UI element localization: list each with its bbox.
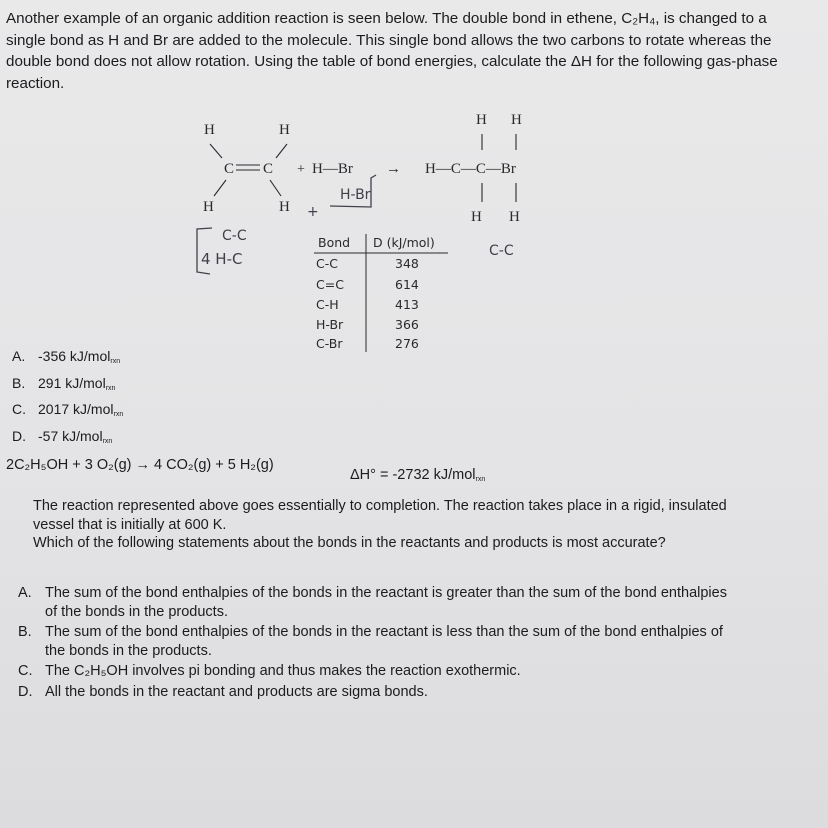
product-chain: H—C—C—Br: [425, 161, 516, 177]
question2-choices: [18, 584, 727, 703]
bond-energy-table: [316, 235, 435, 351]
table-row-bond: C-Br: [316, 336, 343, 351]
question2-text: [33, 497, 823, 553]
delta-h-value: ΔH° = -2732 kJ/mol$_{rxn}$: [350, 467, 486, 483]
ethene-c-right: C: [263, 161, 274, 177]
reaction-diagram: [0, 0, 828, 360]
question2-line-2: vessel that is initially at 600 K.: [33, 516, 227, 533]
product-h-top-right: H: [511, 112, 522, 128]
ethene-c-left: C: [224, 161, 235, 177]
table-rules: [314, 234, 448, 352]
table-row-energy: 348: [395, 256, 419, 271]
intro-line-3: double bond does not allow rotation. Using the table of bond energies, calculate the ΔH for the following gas-phase: [6, 53, 778, 70]
question1-choices: [12, 346, 123, 452]
combustion-equation: 2C₂H₅OH + 3 O₂(g) → 4 CO₂(g) + 5 H₂(g): [6, 457, 274, 473]
table-header-energy: D (kJ/mol): [373, 235, 435, 250]
choice-c[interactable]: C. 2017 kJ/mol$_{rxn}$: [12, 401, 124, 418]
handwritten-cc: C-C: [222, 228, 247, 244]
table-row-bond: C=C: [316, 277, 344, 292]
handwritten-hbr: H-Br: [340, 187, 371, 203]
handwritten-hc: 4 H-C: [201, 250, 243, 268]
handwritten-product-cc: C-C: [489, 243, 514, 259]
q2-choice-b[interactable]: B. The sum of the bond enthalpies of the bonds in the reactant is less than the sum of the bond enthalpies of the bonds in the products.: [18, 624, 723, 659]
choice-a[interactable]: A. -356 kJ/mol$_{rxn}$: [12, 348, 121, 365]
intro-line-4: reaction.: [6, 74, 65, 92]
intro-line-1: Another example of an organic addition reaction is seen below. The double bond in ethene, C₂H₄, is changed to a: [6, 10, 767, 27]
question2-line-3: Which of the following statements about the bonds in the reactants and products is most accurate?: [33, 535, 666, 551]
table-header-bond: Bond: [318, 235, 351, 250]
choice-d[interactable]: D. -57 kJ/mol$_{rxn}$: [12, 427, 113, 445]
ethene-h-bottom-right: H: [279, 199, 290, 215]
ethene-h-top-left: H: [204, 122, 215, 138]
intro-line-2: single bond as H and Br are added to the molecule. This single bond allows the two carbons to rotate whereas the: [6, 31, 772, 49]
question2-line-1: The reaction represented above goes essentially to completion. The reaction takes place in a rigid, insulated: [33, 498, 727, 514]
product-h-bottom-right: H: [509, 209, 520, 225]
table-row-energy: 614: [395, 277, 419, 292]
product-h-bottom-left: H: [471, 209, 482, 225]
table-row-bond: C-H: [316, 297, 339, 312]
hbr-reactant: H—Br: [312, 161, 353, 177]
ethene-h-top-right: H: [279, 122, 290, 138]
table-row-energy: 276: [395, 336, 419, 351]
handwritten-notes: [201, 187, 514, 268]
reaction-arrow: →: [386, 161, 401, 177]
product-h-top-left: H: [476, 112, 487, 128]
table-row-energy: 366: [395, 317, 419, 332]
table-row-energy: 413: [395, 297, 419, 312]
handwritten-plus: +: [307, 204, 319, 220]
reaction-plus: +: [297, 162, 305, 177]
ethene-h-bottom-left: H: [203, 199, 214, 215]
q2-choice-a[interactable]: A. The sum of the bond enthalpies of the bonds in the reactant is greater than the sum of the bond enthalpies of the bonds in the products.: [18, 585, 727, 620]
table-row-bond: H-Br: [316, 317, 344, 332]
q2-choice-c[interactable]: C. The C₂H₅OH involves pi bonding and thus makes the reaction exothermic.: [18, 663, 521, 679]
table-row-bond: C-C: [316, 256, 338, 271]
q2-choice-d[interactable]: D. All the bonds in the reactant and products are sigma bonds.: [18, 683, 428, 700]
choice-b[interactable]: B. 291 kJ/mol$_{rxn}$: [12, 374, 116, 392]
